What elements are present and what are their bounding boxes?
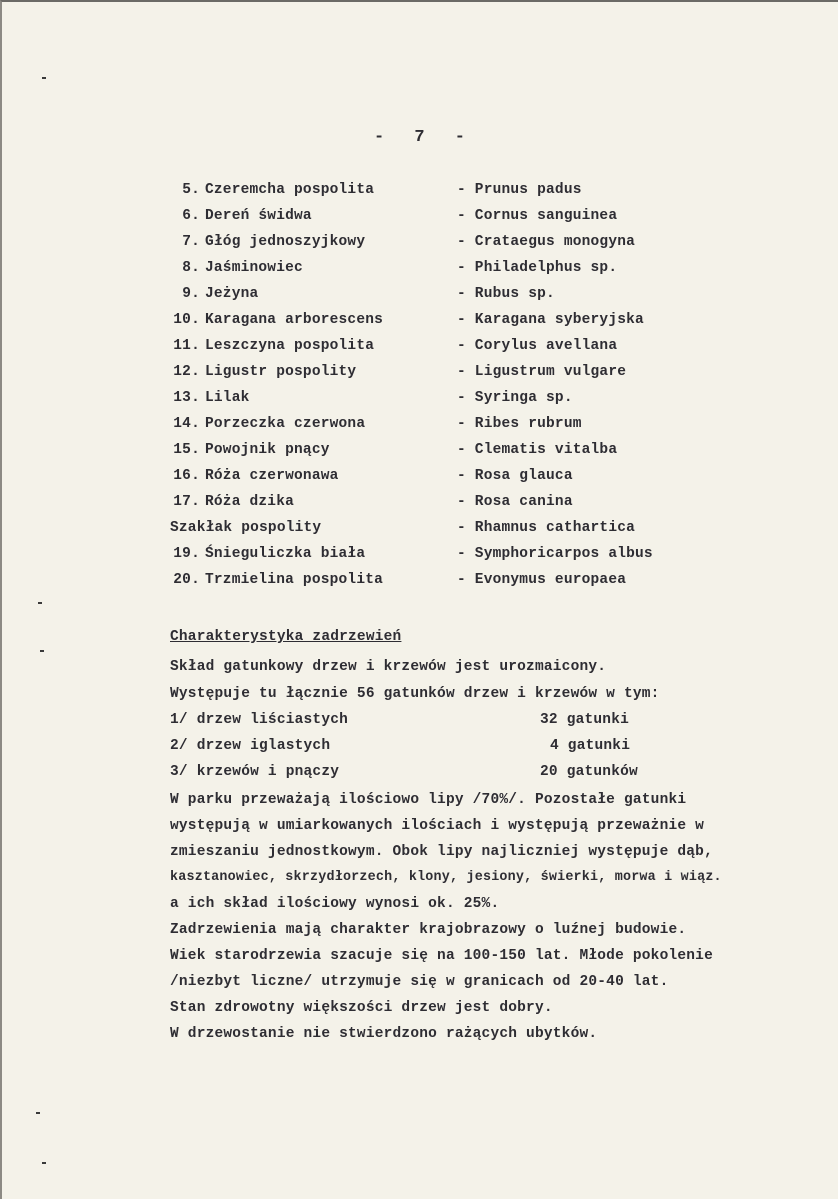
species-number: 9.: [182, 286, 200, 302]
species-number: 8.: [182, 260, 200, 276]
species-polish-name: Czeremcha pospolita: [205, 182, 375, 198]
species-number: 7.: [182, 234, 200, 250]
paragraph-line: Wiek starodrzewia szacuje się na 100-150 lat. Młode pokolenie: [170, 948, 713, 964]
species-latin-name: - Syringa sp.: [457, 390, 573, 406]
group-label: 1/ drzew liściastych: [170, 712, 349, 728]
scan-speck: [36, 1112, 40, 1114]
scan-speck: [42, 1162, 46, 1164]
paragraph-line: kasztanowiec, skrzydłorzech, klony, jesiony, świerki, morwa i wiąz.: [170, 870, 722, 885]
species-row: [2, 338, 838, 364]
species-row: [2, 182, 838, 208]
species-row: [2, 260, 838, 286]
species-latin-name: - Crataegus monogyna: [457, 234, 636, 250]
scan-speck: [42, 77, 46, 79]
species-latin-name: - Evonymus europaea: [457, 572, 627, 588]
species-latin-name: - Clematis vitalba: [457, 442, 618, 458]
species-latin-name: - Rhamnus cathartica: [457, 520, 636, 536]
species-latin-name: - Corylus avellana: [457, 338, 618, 354]
species-polish-name: Karagana arborescens: [205, 312, 384, 328]
species-row: [2, 364, 838, 390]
species-row: [2, 234, 838, 260]
group-count: 32 gatunki: [540, 712, 630, 728]
group-label: 3/ krzewów i pnączy: [170, 764, 340, 780]
species-polish-name: Dereń świdwa: [205, 208, 312, 224]
paragraph-line: Stan zdrowotny większości drzew jest dobry.: [170, 1000, 553, 1016]
scan-speck: [40, 650, 44, 652]
species-latin-name: - Ligustrum vulgare: [457, 364, 627, 380]
species-number: 20.: [173, 572, 200, 588]
species-latin-name: - Rosa glauca: [457, 468, 573, 484]
species-polish-name: Lilak: [205, 390, 250, 406]
species-row: [2, 442, 838, 468]
species-polish-name: Leszczyna pospolita: [205, 338, 375, 354]
species-latin-name: - Cornus sanguinea: [457, 208, 618, 224]
species-polish-name: Róża dzika: [205, 494, 295, 510]
group-count: 4 gatunki: [550, 738, 631, 754]
species-number: 13.: [173, 390, 200, 406]
species-row: [2, 286, 838, 312]
species-row: [2, 416, 838, 442]
species-polish-name: Jeżyna: [205, 286, 259, 302]
species-polish-name: Trzmielina pospolita: [205, 572, 384, 588]
species-latin-name: - Philadelphus sp.: [457, 260, 618, 276]
species-number: 14.: [173, 416, 200, 432]
species-number: 11.: [173, 338, 200, 354]
species-latin-name: - Rubus sp.: [457, 286, 555, 302]
species-latin-name: - Ribes rubrum: [457, 416, 582, 432]
species-latin-name: - Symphoricarpos albus: [457, 546, 653, 562]
species-latin-name: - Rosa canina: [457, 494, 573, 510]
intro-line: Występuje tu łącznie 56 gatunków drzew i krzewów w tym:: [170, 686, 660, 702]
species-polish-name: Śnieguliczka biała: [205, 546, 366, 562]
species-number: 5.: [182, 182, 200, 198]
species-polish-name: Porzeczka czerwona: [205, 416, 366, 432]
scan-speck: [38, 602, 42, 604]
species-latin-name: - Prunus padus: [457, 182, 582, 198]
page-number: - 7 -: [374, 128, 476, 147]
species-polish-name: Róża czerwonawa: [205, 468, 339, 484]
paragraph-line: zmieszaniu jednostkowym. Obok lipy najliczniej występuje dąb,: [170, 844, 713, 860]
species-number: 19.: [173, 546, 200, 562]
paragraph-line: Zadrzewienia mają charakter krajobrazowy o luźnej budowie.: [170, 922, 687, 938]
species-polish-name: Głóg jednoszyjkowy: [205, 234, 366, 250]
species-polish-name: Ligustr pospolity: [205, 364, 357, 380]
paragraph-line: W drzewostanie nie stwierdzono rażących ubytków.: [170, 1026, 598, 1042]
species-polish-name: Jaśminowiec: [205, 260, 303, 276]
species-latin-name: - Karagana syberyjska: [457, 312, 644, 328]
species-number: 12.: [173, 364, 200, 380]
species-row: [2, 494, 838, 520]
group-count: 20 gatunków: [540, 764, 638, 780]
species-number: 6.: [182, 208, 200, 224]
species-row: [2, 312, 838, 338]
paragraph-line: a ich skład ilościowy wynosi ok. 25%.: [170, 896, 500, 912]
paragraph-line: występują w umiarkowanych ilościach i występują przeważnie w: [170, 818, 705, 834]
species-number: 17.: [173, 494, 200, 510]
species-polish-name: Powojnik pnący: [205, 442, 330, 458]
species-row: [2, 572, 838, 598]
species-polish-name: Szakłak pospolity: [170, 520, 322, 536]
species-number: 10.: [173, 312, 200, 328]
species-row: [2, 208, 838, 234]
species-row: [2, 520, 838, 546]
paragraph-line: /niezbyt liczne/ utrzymuje się w granicach od 20-40 lat.: [170, 974, 669, 990]
intro-line: Skład gatunkowy drzew i krzewów jest urozmaicony.: [170, 659, 607, 675]
species-row: [2, 468, 838, 494]
paragraph-line: W parku przeważają ilościowo lipy /70%/. Pozostałe gatunki: [170, 792, 687, 808]
species-row: [2, 546, 838, 572]
species-number: 16.: [173, 468, 200, 484]
species-number: 15.: [173, 442, 200, 458]
species-row: [2, 390, 838, 416]
section-heading: Charakterystyka zadrzewień: [170, 629, 402, 645]
group-label: 2/ drzew iglastych: [170, 738, 331, 754]
